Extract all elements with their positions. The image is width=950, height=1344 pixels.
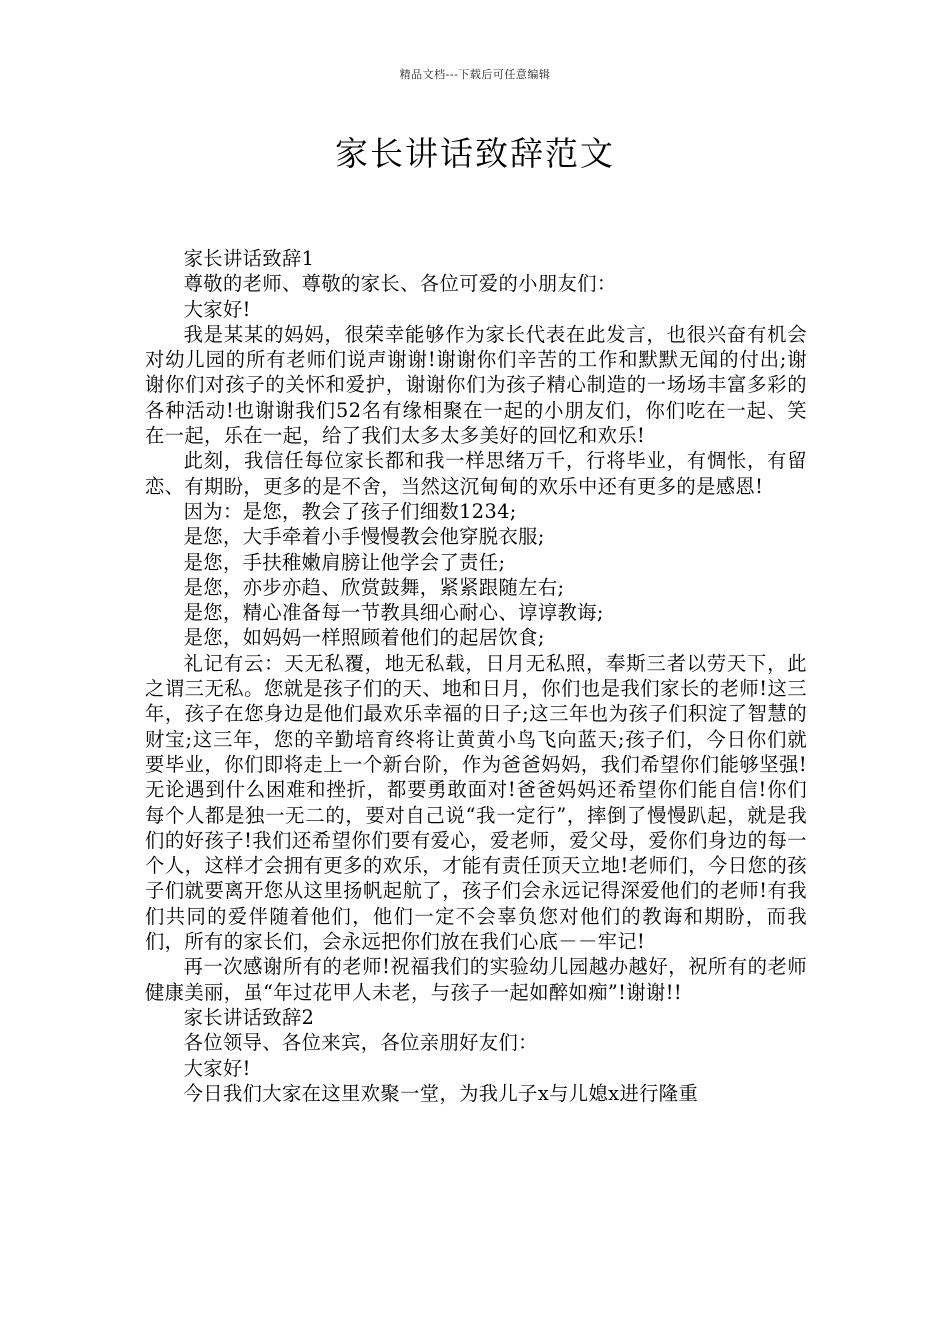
- greeting: 大家好!: [183, 297, 251, 321]
- paragraph: 是您，亦步亦趋、欣赏鼓舞，紧紧跟随左右;: [183, 575, 565, 599]
- header-note: 精品文档---下载后可任意编辑: [399, 68, 551, 81]
- paragraph: 是您，手扶稚嫩肩膀让他学会了责任;: [183, 550, 506, 574]
- paragraph: 是您，大手牵着小手慢慢教会他穿脱衣服;: [183, 525, 545, 549]
- paragraph: 此刻，我信任每位家长都和我一样思绪万千，行将毕业，有惆怅，有留恋、有期盼，更多的是不舍，当然这沉甸甸的欢乐中还有更多的是感恩!: [145, 449, 807, 498]
- paragraph: 再一次感谢所有的老师!祝福我们的实验幼儿园越办越好，祝所有的老师健康美丽，虽“年过花甲人未老，与孩子一起如醉如痴”!谢谢!!: [145, 955, 807, 1004]
- paragraph: 是您，精心准备每一节教具细心耐心、谆谆教诲;: [183, 601, 604, 625]
- salutation: 尊敬的老师、尊敬的家长、各位可爱的小朋友们：: [183, 272, 617, 296]
- document-body: [145, 246, 807, 1106]
- paragraph: 今日我们大家在这里欢聚一堂，为我儿子x与儿媳x进行隆重: [183, 1081, 699, 1105]
- paragraph: 礼记有云：天无私覆，地无私载，日月无私照，奉斯三者以劳天下，此之谓三无私。您就是孩子们的天、地和日月，你们也是我们家长的老师!这三年，孩子在您身边是他们最欢乐幸福的日子;这三年也为孩子们积淀了智慧的财宝;这三年，您的辛勤培育终将让黄黄小鸟飞向蓝天;孩子们，今日你们就要毕业，你们即将走上一个新台阶，作为爸爸妈妈，我们希望你们能够坚强!无论遇到什么困难和挫折，都要勇敢面对!爸爸妈妈还希望你们能自信!你们每个人都是独一无二的，要对自己说“我一定行”，摔倒了慢慢趴起，就是我们的好孩子!我们还希望你们要有爱心，爱老师，爱父母，爱你们身边的每一个人，这样才会拥有更多的欢乐，才能有责任顶天立地!老师们，今日您的孩子们就要离开您从这里扬帆起航了，孩子们会永远记得深爱他们的老师!有我们共同的爱伴随着他们，他们一定不会辜负您对他们的教诲和期盼，而我们，所有的家长们，会永远把你们放在我们心底－－牢记!: [145, 651, 807, 954]
- paragraph: 我是某某的妈妈，很荣幸能够作为家长代表在此发言，也很兴奋有机会对幼儿园的所有老师们说声谢谢!谢谢你们辛苦的工作和默默无闻的付出;谢谢你们对孩子的关怀和爱护，谢谢你们为孩子精心制造的一场场丰富多彩的各种活动!也谢谢我们52名有缘相聚在一起的小朋友们，你们吃在一起、笑在一起，乐在一起，给了我们太多太多美好的回忆和欢乐!: [145, 322, 807, 448]
- salutation: 各位领导、各位来宾，各位亲朋好友们：: [183, 1031, 538, 1055]
- paragraph: 是您，如妈妈一样照顾着他们的起居饮食;: [183, 626, 545, 650]
- section-heading-1: 家长讲话致辞1: [183, 247, 315, 270]
- document-title: 家长讲话致辞范文: [335, 134, 615, 173]
- section-heading-2: 家长讲话致辞2: [183, 1005, 315, 1029]
- greeting: 大家好!: [183, 1056, 251, 1080]
- paragraph: 因为：是您，教会了孩子们细数1234;: [183, 499, 517, 523]
